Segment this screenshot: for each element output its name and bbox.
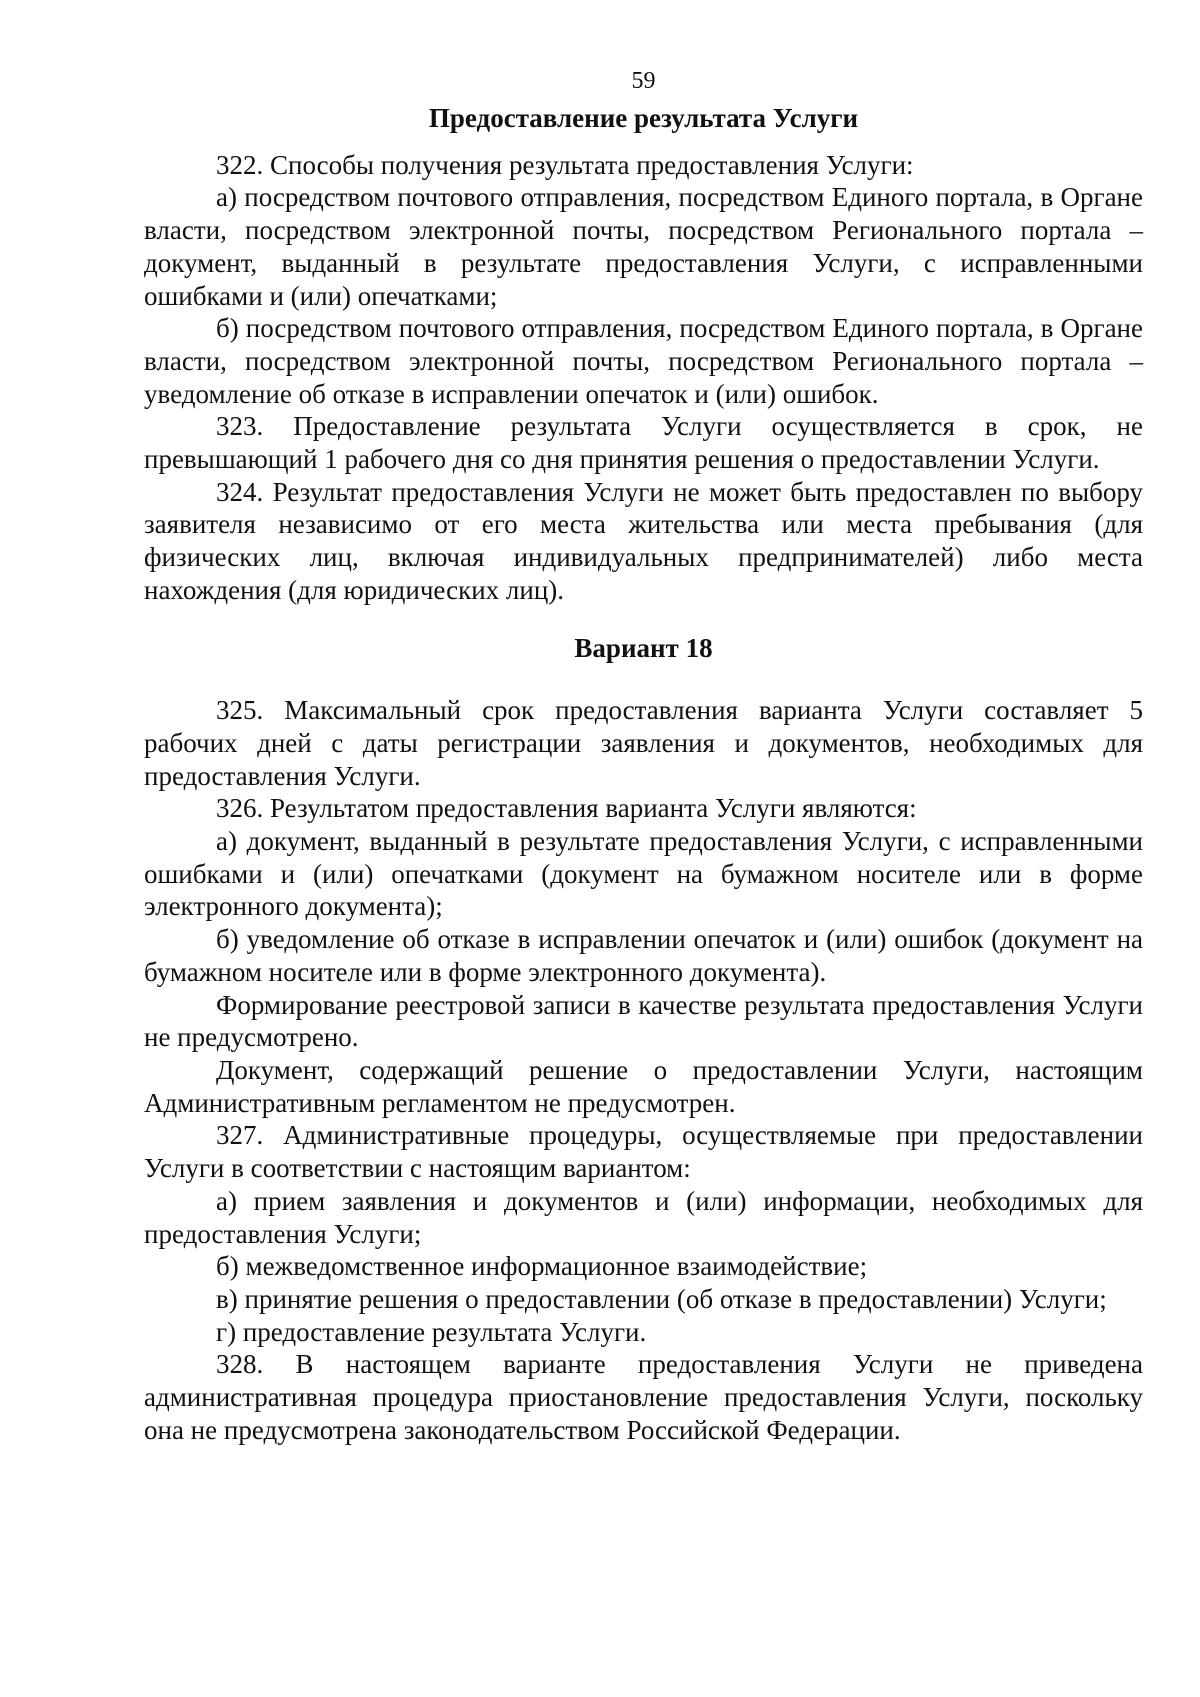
paragraph-327-a: а) прием заявления и документов и (или) информации, необходимых для предоставления Услуги; xyxy=(144,1185,1143,1249)
section-heading-variant-18: Вариант 18 xyxy=(574,632,713,663)
paragraph-328: 328. В настоящем варианте предоставления Услуги не приведена административная процедура приостановление предоставления Услуги, поскольку она не предусмотрена законодательством Российской Федерации. xyxy=(144,1349,1143,1445)
paragraph-registry-record: Формирование реестровой записи в качестве результата предоставления Услуги не предусмотрено. xyxy=(144,989,1143,1053)
paragraph-322: 322. Способы получения результата предоставления Услуги: xyxy=(216,149,914,180)
paragraph-325: 325. Максимальный срок предоставления варианта Услуги составляет 5 рабочих дней с даты регистрации заявления и документов, необходимых для предоставления Услуги. xyxy=(144,695,1143,791)
paragraph-322-a: а) посредством почтового отправления, посредством Единого портала, в Органе власти, посредством электронной почты, посредством Регионального портала – документ, выданный в результате предоставления Услуги, с исправленными ошибками и (или) опечатками; xyxy=(144,182,1143,311)
paragraph-decision-document: Документ, содержащий решение о предоставлении Услуги, настоящим Административным регламентом не предусмотрен. xyxy=(144,1054,1143,1118)
paragraph-323: 323. Предоставление результата Услуги осуществляется в срок, не превышающий 1 рабочего дня со дня принятия решения о предоставлении Услуги. xyxy=(144,411,1143,475)
paragraph-327: 327. Административные процедуры, осуществляемые при предоставлении Услуги в соответствии с настоящим вариантом: xyxy=(144,1120,1143,1184)
paragraph-326-b: б) уведомление об отказе в исправлении опечаток и (или) ошибок (документ на бумажном носителе или в форме электронного документа). xyxy=(144,924,1143,987)
paragraph-324: 324. Результат предоставления Услуги не может быть предоставлен по выбору заявителя независимо от его места жительства или места пребывания (для физических лиц, включая индивидуальных предпринимателей) либо места нахождения (для юридических лиц). xyxy=(144,476,1143,605)
section-heading-result: Предоставление результата Услуги xyxy=(428,103,859,133)
paragraph-327-g: г) предоставление результата Услуги. xyxy=(216,1316,647,1347)
paragraph-327-v: в) принятие решения о предоставлении (об отказе в предоставлении) Услуги; xyxy=(216,1283,1107,1314)
paragraph-327-b: б) межведомственное информационное взаимодействие; xyxy=(216,1251,868,1282)
paragraph-326-a: а) документ, выданный в результате предоставления Услуги, с исправленными ошибками и (или) опечатками (документ на бумажном носителе или в форме электронного документа); xyxy=(144,826,1143,922)
page-number: 59 xyxy=(631,68,656,94)
document-page xyxy=(144,66,1143,1446)
paragraph-326: 326. Результатом предоставления варианта Услуги являются: xyxy=(216,793,917,824)
paragraph-322-b: б) посредством почтового отправления, посредством Единого портала, в Органе власти, посредством электронной почты, посредством Регионального портала – уведомление об отказе в исправлении опечаток и (или) ошибок. xyxy=(144,313,1143,409)
